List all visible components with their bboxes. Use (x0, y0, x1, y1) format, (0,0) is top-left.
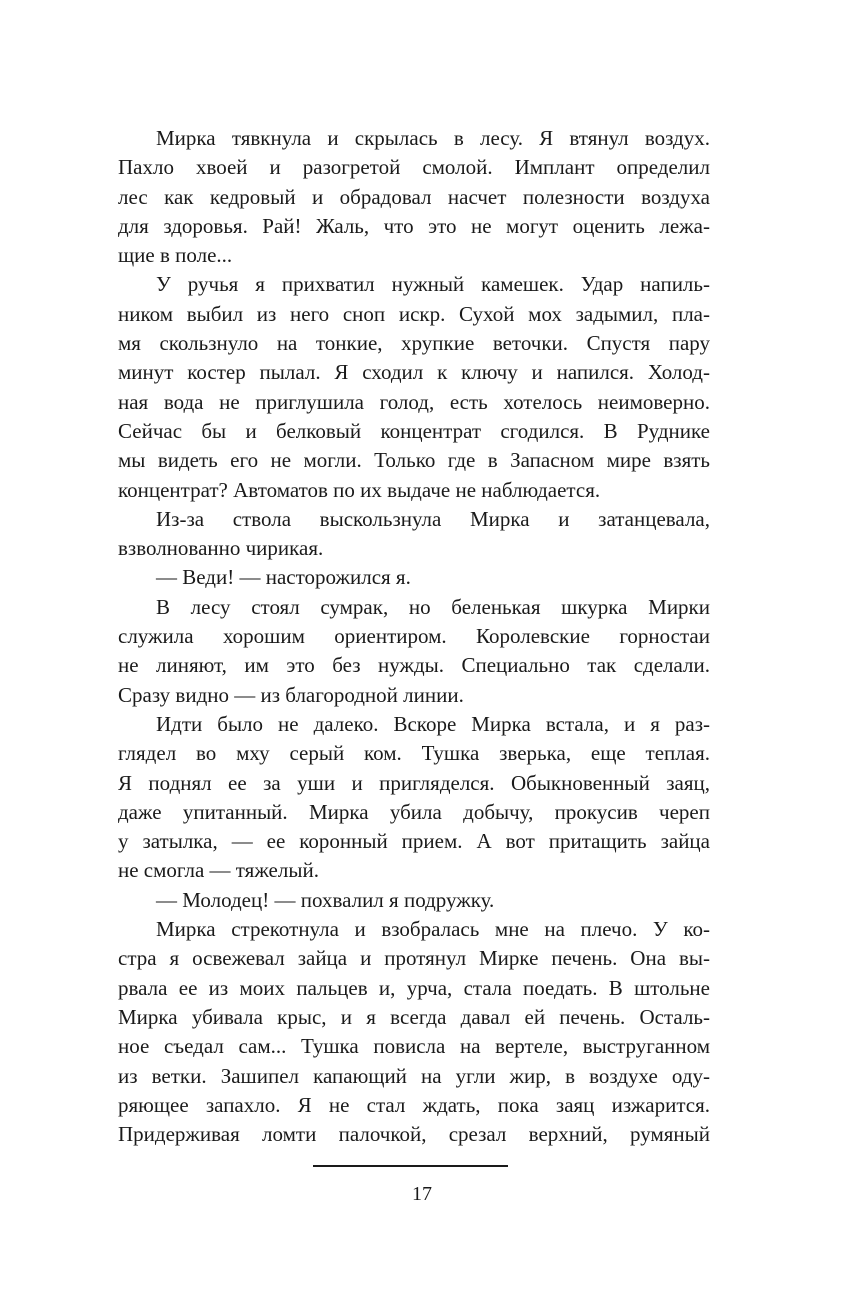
text-line: глядел во мху серый ком. Тушка зверька, еще теплая. (118, 741, 710, 766)
text-line: ная вода не приглушила голод, есть хотелось неимоверно. (118, 389, 710, 414)
text-line: Идти было не далеко. Вскоре Мирка встала, и я раз- (156, 711, 710, 736)
text-line: служила хорошим ориентиром. Королевские горностаи (118, 624, 710, 649)
text-line: мы видеть его не могли. Только где в Запасном мире взять (118, 448, 710, 473)
text-line: не смогла — тяжелый. (118, 858, 319, 883)
text-line: — Веди! — насторожился я. (156, 565, 411, 590)
text-line: — Молодец! — похвалил я подружку. (156, 887, 495, 912)
text-line: Я поднял ее за уши и пригляделся. Обыкновенный заяц, (118, 770, 710, 795)
text-line: не линяют, им это без нужды. Специально так сделали. (118, 653, 710, 678)
text-line: Мирка тявкнула и скрылась в лесу. Я втянул воздух. (156, 126, 710, 150)
text-line: рвала ее из моих пальцев и, урча, стала поедать. В штольне (118, 975, 710, 1000)
text-line: из ветки. Зашипел капающий на угли жир, в воздухе оду- (118, 1063, 710, 1088)
text-line: мя скользнуло на тонкие, хрупкие веточки. Спустя пару (118, 331, 710, 356)
text-line: Придерживая ломти палочкой, срезал верхний, румяный (118, 1122, 710, 1147)
text-line: минут костер пылал. Я сходил к ключу и напился. Холод- (118, 360, 710, 385)
text-line: взволнованно чирикая. (118, 536, 324, 561)
text-line: стра я освежевал зайца и протянул Мирке печень. Она вы- (118, 946, 710, 971)
text-line: для здоровья. Рай! Жаль, что это не могут оценить лежа- (118, 213, 710, 238)
page-text (118, 124, 710, 1149)
text-line: щие в поле... (118, 243, 233, 268)
text-line: ряющее запахло. Я не стал ждать, пока заяц изжарится. (118, 1092, 710, 1117)
text-line: ником выбил из него сноп искр. Сухой мох задымил, пла- (118, 301, 710, 326)
footer-rule (313, 1165, 508, 1167)
text-line: Из-за ствола выскользнула Мирка и затанцевала, (156, 506, 710, 531)
text-line: Сейчас бы и белковый концентрат сгодился. В Руднике (118, 418, 710, 443)
text-line: ное съедал сам... Тушка повисла на вертеле, выструганном (118, 1034, 710, 1059)
text-line: Пахло хвоей и разогретой смолой. Имплант определил (118, 155, 710, 180)
page-number: 17 (412, 1183, 432, 1205)
text-line: даже упитанный. Мирка убила добычу, прокусив череп (118, 799, 710, 824)
text-line: у затылка, — ее коронный прием. А вот притащить зайца (118, 829, 710, 854)
text-line: лес как кедровый и обрадовал насчет полезности воздуха (118, 184, 710, 209)
text-line: Мирка убивала крыс, и я всегда давал ей печень. Осталь- (118, 1004, 710, 1029)
text-line: В лесу стоял сумрак, но беленькая шкурка Мирки (156, 594, 710, 619)
text-line: У ручья я прихватил нужный камешек. Удар напиль- (156, 272, 710, 297)
text-line: концентрат? Автоматов по их выдаче не наблюдается. (118, 477, 601, 502)
text-line: Сразу видно — из благородной линии. (118, 682, 464, 707)
text-line: Мирка стрекотнула и взобралась мне на плечо. У ко- (156, 917, 710, 942)
